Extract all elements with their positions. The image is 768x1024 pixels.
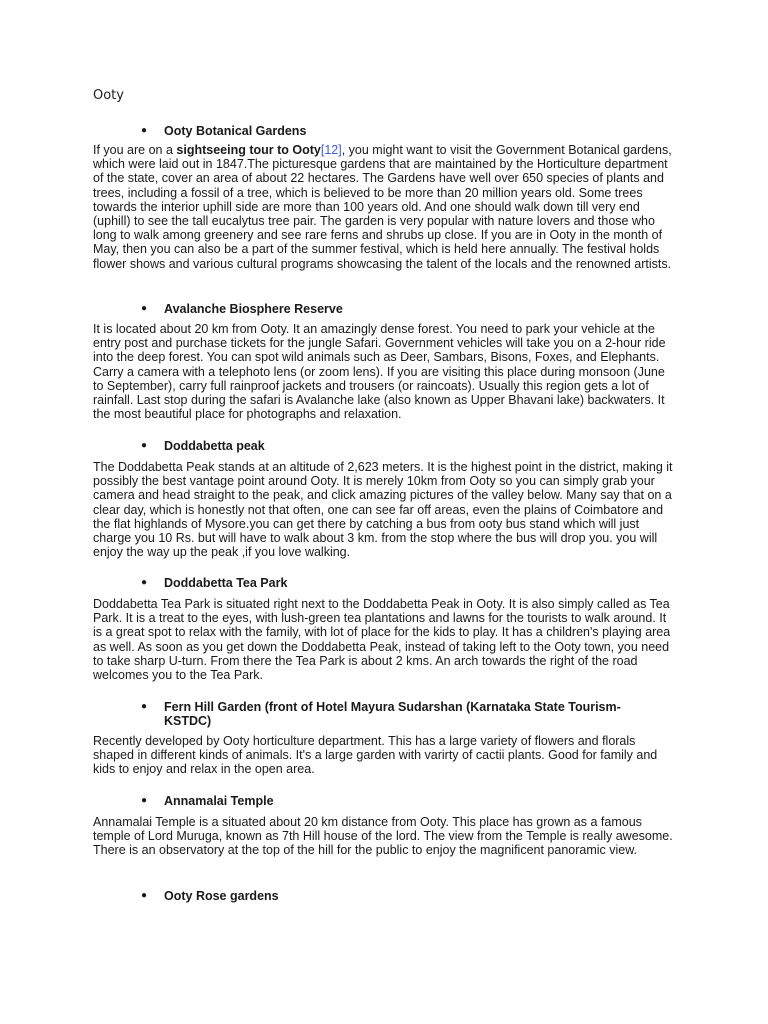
- section-paragraph: It is located about 20 km from Ooty. It an amazingly dense forest. You need to park your vehicle at the entry post and purchase tickets for the jungle Safari. Government vehicles will take you on a 2-hour ride into the deep forest. You can spot wild animals such as Deer, Sambars, Bisons, Foxes, and Elephants. Carry a camera with a telephoto lens (or zoom lens). If you are visiting this place during monsoon (June to September), carry full rainproof jackets and trousers (or raincoats). Usually this region gets a lot of rainfall. Last stop during the safari is Avalanche lake (also known as Upper Bhavani lake) backwaters. It the most beautiful place for photographs and relaxation.: [93, 322, 666, 422]
- bullet-icon: ●: [141, 303, 148, 314]
- document-title: Ooty: [93, 88, 124, 103]
- intro-prefix: If you are on a: [93, 143, 177, 157]
- bullet-icon: ●: [141, 701, 148, 712]
- section-body: , you might want to visit the Government Botanical gardens, which were laid out in 1847.The picturesque gardens that are maintained by the Horticulture department of the state, cover an area of about 22 hectares. The Gardens have well over 650 species of plants and trees, including a fossil of a tree, which is believed to be more than 20 million years old. Some trees towards the interior uphill side are more than 100 years old. And one should walk down till very end (uphill) to see the tall eucalytus tree pair. The garden is very popular with nature lovers and those who long to walk among greenery and see rare ferns and shrubs up close. If you are in Ooty in the month of May, then you can also be a part of the summer festival, which is held here annually. The festival holds flower shows and various cultural programs showcasing the talent of the locals and the renowned artists.: [93, 143, 672, 271]
- section-paragraph: [93, 143, 678, 271]
- section-heading-text: Avalanche Biosphere Reserve: [164, 302, 343, 316]
- bullet-icon: ●: [141, 890, 148, 901]
- section-paragraph: The Doddabetta Peak stands at an altitude of 2,623 meters. It is the highest point in the district, making it possibly the best vantage point around Ooty. It is merely 10km from Ooty so you can simply grab your camera and head straight to the peak, and click amazing pictures of the valley below. Many say that on a clear day, which is honestly not that often, one can see far off areas, even the plains of Coimbatore and the flat highlands of Mysore.you can get there by catching a bus from ooty bus stand which will just charge you 10 Rs. but will have to walk about 3 km. from the stop where the bus will drop you. you will enjoy the way up the peak ,if you love walking.: [93, 460, 673, 560]
- section-heading-text: Ooty Rose gardens: [164, 889, 279, 903]
- citation-link[interactable]: [12]: [320, 143, 342, 157]
- bullet-icon: ●: [141, 125, 148, 136]
- section-heading-text: Fern Hill Garden (front of Hotel Mayura Sudarshan (Karnataka State Tourism-KSTDC): [164, 700, 621, 728]
- section-paragraph: Recently developed by Ooty horticulture department. This has a large variety of flowers and florals shaped in different kinds of animals. It's a large garden with varirty of cactii plants. Good for family and kids to enjoy and relax in the open area.: [93, 734, 658, 777]
- bullet-icon: ●: [141, 440, 148, 451]
- section-heading-text: Doddabetta Tea Park: [164, 576, 288, 590]
- section-heading-text: Ooty Botanical Gardens: [164, 124, 307, 138]
- bullet-icon: ●: [141, 577, 148, 588]
- section-paragraph: Annamalai Temple is a situated about 20 km distance from Ooty. This place has grown as a famous temple of Lord Muruga, known as 7th Hill house of the lord. The view from the Temple is really awesome. There is an observatory at the top of the hill for the public to enjoy the magnificent panoramic view.: [93, 815, 673, 858]
- section-heading-text: Doddabetta peak: [164, 439, 265, 453]
- section-paragraph: Doddabetta Tea Park is situated right next to the Doddabetta Peak in Ooty. It is also simply called as Tea Park. It is a treat to the eyes, with lush-green tea plantations and lawns for the tourists to walk around. It is a great spot to relax with the family, with lot of place for the kids to play. It has a children's playing area as well. As soon as you get down the Doddabetta Peak, instead of taking left to the Ooty town, you need to take sharp U-turn. From there the Tea Park is about 2 kms. An arch towards the right of the road welcomes you to the Tea Park.: [93, 597, 671, 683]
- intro-bold: sightseeing tour to Ooty: [176, 143, 321, 157]
- bullet-icon: ●: [141, 795, 148, 806]
- section-heading-text: Annamalai Temple: [164, 794, 274, 808]
